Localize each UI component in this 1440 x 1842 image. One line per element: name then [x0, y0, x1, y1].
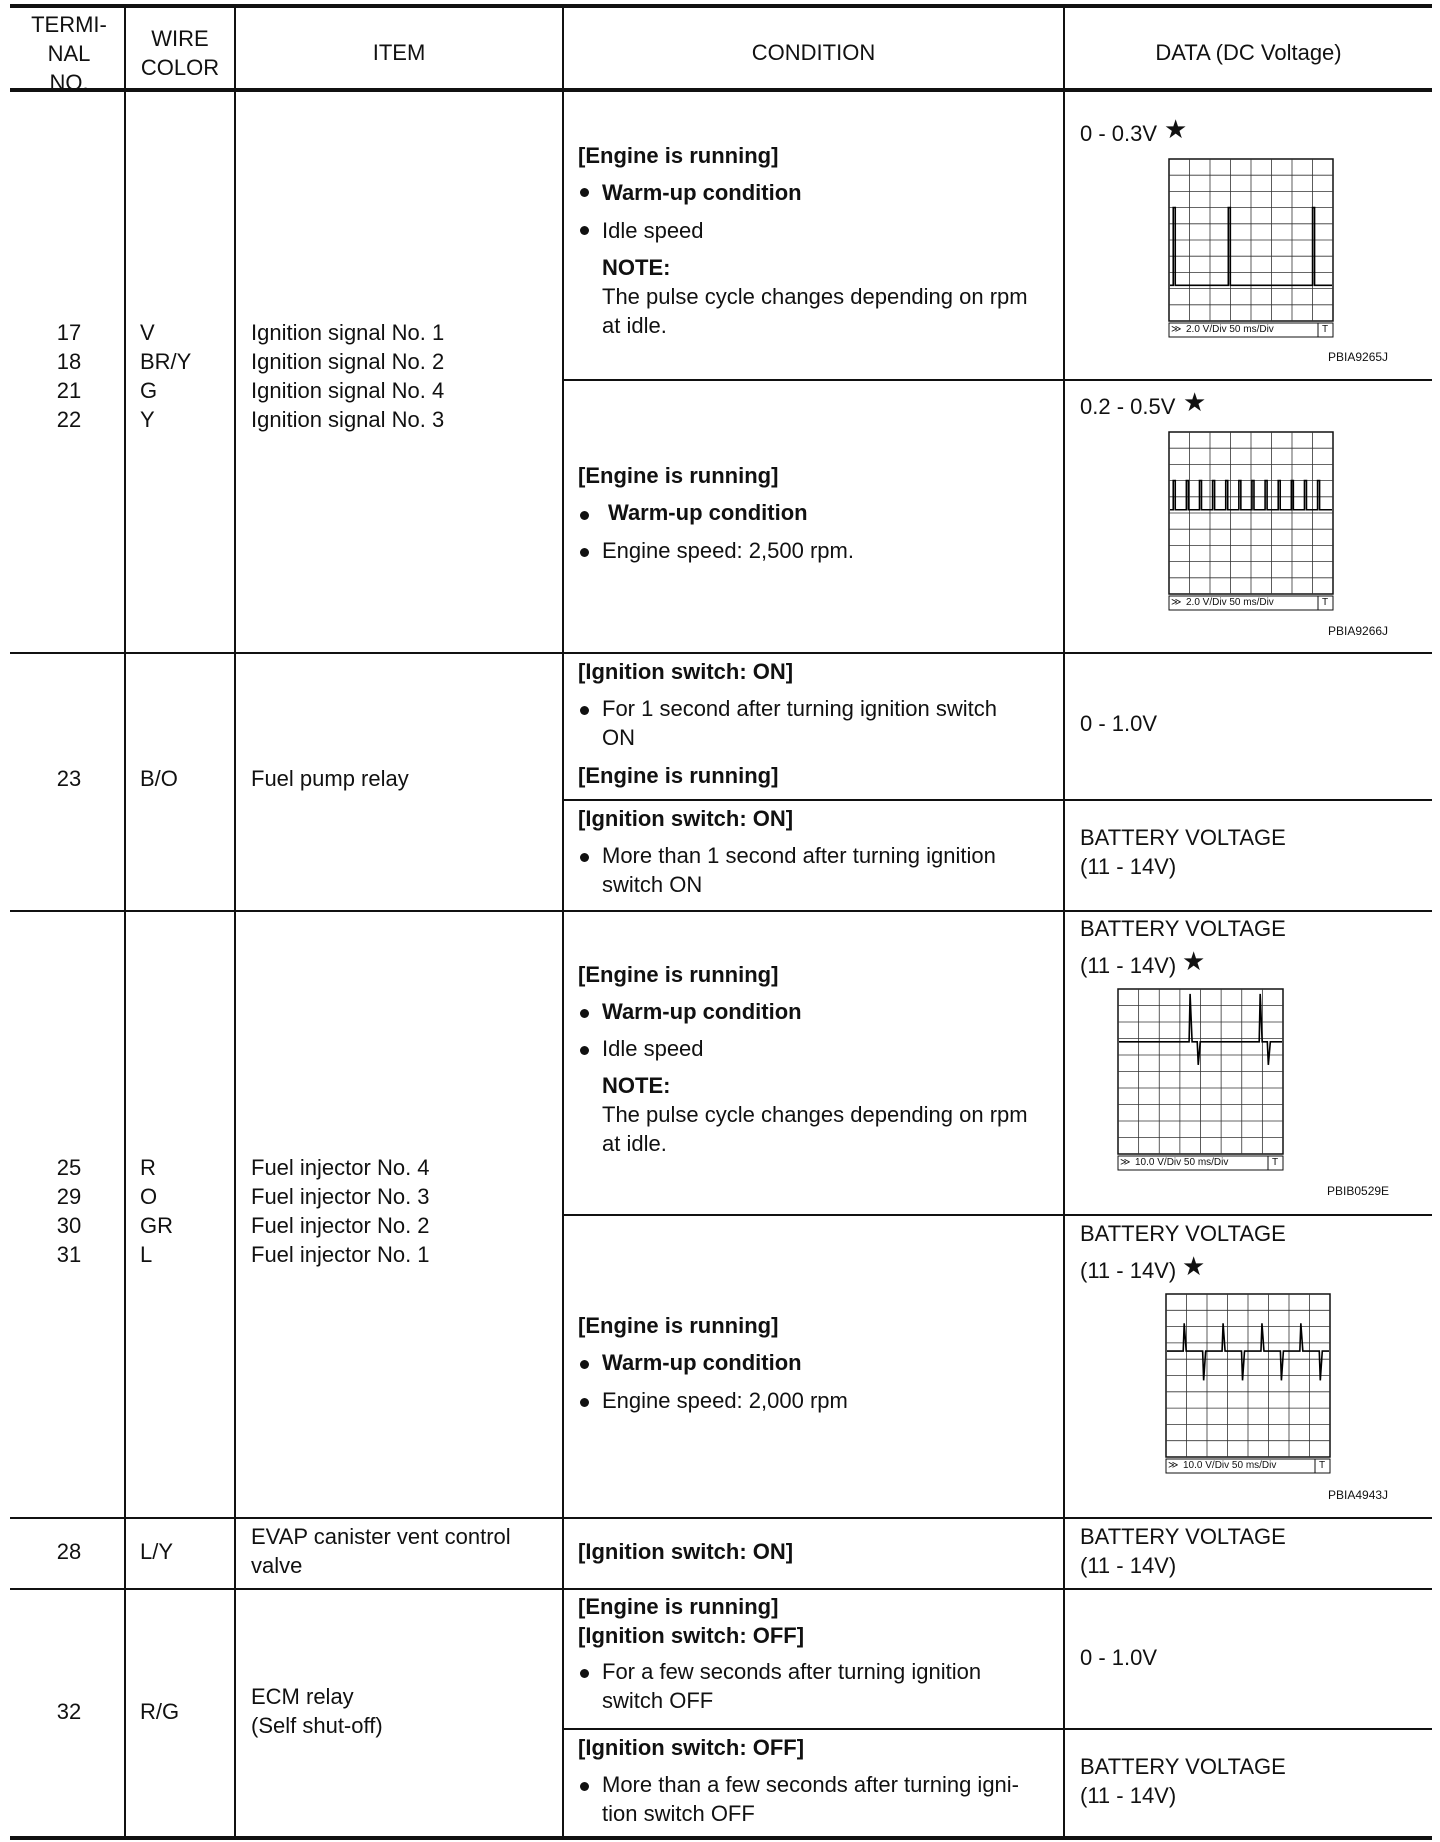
condition-heading: [Engine is running]: [578, 763, 779, 788]
wire-colors: [140, 1153, 173, 1269]
note-text: The pulse cycle changes depending on rpm: [602, 1102, 1028, 1127]
item-name: Fuel injector No. 2: [251, 1213, 430, 1238]
header-data: DATA (DC Voltage): [1155, 40, 1342, 65]
condition-bullet-cont: switch ON: [602, 872, 703, 897]
condition-bullet: Warm-up condition: [602, 999, 802, 1024]
terminal-numbers: [14, 1153, 124, 1269]
bullet-icon: [580, 1669, 589, 1678]
scope-arrow-icon: ≫: [1120, 1157, 1131, 1168]
oscilloscope-waveform: [1168, 158, 1334, 339]
condition-bullet: Engine speed: 2,500 rpm.: [602, 538, 854, 563]
condition-heading: [Ignition switch: OFF]: [578, 1735, 805, 1760]
item-names: [251, 318, 444, 434]
data-value: [1080, 1752, 1286, 1810]
wire-color: Y: [140, 407, 155, 432]
column-border: [124, 4, 126, 1838]
header-line: TERMI-: [31, 12, 107, 37]
note-heading: NOTE:: [602, 255, 671, 280]
item-name: Fuel injector No. 4: [251, 1155, 430, 1180]
terminal-no: 17: [56, 320, 82, 345]
figure-code: PBIA9265J: [1328, 350, 1389, 364]
terminal-no: 31: [56, 1242, 82, 1267]
bullet-icon: [580, 1046, 589, 1055]
item-names: [251, 1682, 383, 1740]
terminal-no: 23: [56, 766, 82, 791]
item-name: Fuel injector No. 3: [251, 1184, 430, 1209]
data-value: [1080, 823, 1286, 881]
bullet-icon: [580, 511, 589, 520]
scope-t-label: T: [1272, 1157, 1279, 1168]
note-text: at idle.: [602, 1131, 667, 1156]
terminal-no: 28: [56, 1539, 82, 1564]
header-wire-color: [126, 24, 234, 82]
scope-scale-label: 10.0 V/Div 50 ms/Div: [1135, 1157, 1229, 1168]
condition-heading: [Engine is running]: [578, 1313, 779, 1338]
condition-heading: [Engine is running]: [578, 143, 779, 168]
condition-divider: [563, 1728, 1432, 1730]
condition-divider: [563, 799, 1432, 801]
data-value: [1080, 1522, 1286, 1580]
condition-bullet: For 1 second after turning ignition switch: [602, 696, 997, 721]
bullet-icon: [580, 548, 589, 557]
data-line: (11 - 14V): [1080, 854, 1177, 879]
data-line: BATTERY VOLTAGE: [1080, 1524, 1286, 1549]
condition-bullet: More than 1 second after turning ignition: [602, 843, 996, 868]
note-text: The pulse cycle changes depending on rpm: [602, 284, 1028, 309]
header-bottom-border: [10, 88, 1432, 92]
terminal-no: 32: [56, 1699, 82, 1724]
scope-scale-label: 10.0 V/Div 50 ms/Div: [1183, 1460, 1277, 1471]
condition-bullet-cont: switch OFF: [602, 1688, 714, 1713]
header-terminal-no: [14, 10, 124, 97]
condition-divider: [563, 379, 1432, 381]
bullet-icon: [580, 853, 589, 862]
condition-bullet: Idle speed: [602, 218, 704, 243]
bullet-icon: [580, 706, 589, 715]
table-bottom-border: [10, 1836, 1432, 1840]
bullet-icon: [580, 226, 589, 235]
star-icon: ★: [1164, 114, 1188, 144]
scope-arrow-icon: ≫: [1168, 1460, 1179, 1471]
scope-graph: [1117, 988, 1284, 1172]
figure-code: PBIA4943J: [1328, 1488, 1389, 1502]
header-line: WIRE: [151, 26, 209, 51]
row-divider: [10, 1588, 1432, 1590]
row-divider: [10, 652, 1432, 654]
condition-bullet: Idle speed: [602, 1036, 704, 1061]
star-icon: ★: [1183, 387, 1207, 417]
wire-colors: [140, 318, 191, 434]
header-condition: CONDITION: [751, 40, 876, 65]
condition-heading: [Engine is running]: [578, 962, 779, 987]
item-name: Ignition signal No. 1: [251, 320, 445, 345]
scope-scale-label: 2.0 V/Div 50 ms/Div: [1186, 324, 1274, 335]
scope-graph: [1165, 1293, 1331, 1475]
header-line: COLOR: [140, 55, 220, 80]
item-name: Ignition signal No. 2: [251, 349, 445, 374]
item-names: [251, 1522, 511, 1580]
column-border: [562, 4, 564, 1838]
terminal-no: 22: [56, 407, 82, 432]
item-name: EVAP canister vent control: [251, 1524, 511, 1549]
data-line: (11 - 14V): [1080, 1783, 1177, 1808]
note-text: at idle.: [602, 313, 667, 338]
condition-heading: [Ignition switch: ON]: [578, 659, 794, 684]
terminal-numbers: [14, 318, 124, 434]
bullet-icon: [580, 1398, 589, 1407]
column-border: [1063, 4, 1065, 1838]
terminal-no: 30: [56, 1213, 82, 1238]
bullet-icon: [580, 1360, 589, 1369]
item-name: valve: [251, 1553, 303, 1578]
data-line: (11 - 14V): [1080, 1258, 1177, 1283]
scope-graph: [1168, 431, 1334, 612]
header-line: NO.: [49, 70, 89, 95]
condition-bullet: Warm-up condition: [602, 1350, 802, 1375]
terminal-no: 25: [56, 1155, 82, 1180]
item-names: [251, 1153, 430, 1269]
note-heading: NOTE:: [602, 1073, 671, 1098]
data-value: 0 - 0.3V: [1080, 121, 1158, 146]
wire-color: L: [140, 1242, 153, 1267]
scope-t-label: T: [1319, 1460, 1326, 1471]
data-value: 0 - 1.0V: [1080, 711, 1158, 736]
column-border: [234, 4, 236, 1838]
oscilloscope-waveform: [1168, 431, 1334, 612]
item-name: (Self shut-off): [251, 1713, 383, 1738]
condition-bullet: Warm-up condition: [608, 500, 808, 525]
wire-color: L/Y: [140, 1539, 174, 1564]
scope-t-label: T: [1322, 597, 1329, 608]
terminal-no: 18: [56, 349, 82, 374]
data-line: BATTERY VOLTAGE: [1080, 1754, 1286, 1779]
condition-bullet: Warm-up condition: [602, 180, 802, 205]
wire-color: V: [140, 320, 155, 345]
condition-divider: [563, 1214, 1432, 1216]
condition-heading: [Engine is running]: [578, 463, 779, 488]
terminal-no: 29: [56, 1184, 82, 1209]
condition-bullet-cont: tion switch OFF: [602, 1801, 755, 1826]
condition-heading: [Engine is running]: [578, 1594, 779, 1619]
condition-heading: [Ignition switch: ON]: [578, 806, 794, 831]
item-name: Ignition signal No. 4: [251, 378, 445, 403]
data-line: BATTERY VOLTAGE: [1080, 916, 1286, 941]
scope-arrow-icon: ≫: [1171, 597, 1182, 608]
item-name: Fuel pump relay: [251, 766, 409, 791]
wire-color: R: [140, 1155, 156, 1180]
bullet-icon: [580, 1009, 589, 1018]
star-icon: ★: [1182, 1251, 1206, 1281]
table-top-border: [10, 4, 1432, 8]
header-line: NAL: [47, 41, 91, 66]
item-name: Fuel injector No. 1: [251, 1242, 430, 1267]
data-value: 0 - 1.0V: [1080, 1645, 1158, 1670]
wire-color: R/G: [140, 1699, 180, 1724]
condition-bullet-cont: ON: [602, 725, 635, 750]
item-name: Ignition signal No. 3: [251, 407, 445, 432]
data-line: (11 - 14V): [1080, 1553, 1177, 1578]
scope-arrow-icon: ≫: [1171, 324, 1182, 335]
condition-heading: [Ignition switch: ON]: [578, 1539, 794, 1564]
row-divider: [10, 1517, 1432, 1519]
star-icon: ★: [1182, 946, 1206, 976]
scope-graph: [1168, 158, 1334, 339]
figure-code: PBIB0529E: [1327, 1184, 1390, 1198]
condition-heading: [Ignition switch: OFF]: [578, 1623, 805, 1648]
data-line: BATTERY VOLTAGE: [1080, 825, 1286, 850]
wire-color: B/O: [140, 766, 178, 791]
figure-code: PBIA9266J: [1328, 624, 1389, 638]
row-divider: [10, 910, 1432, 912]
terminal-no: 21: [56, 378, 82, 403]
wire-color: BR/Y: [140, 349, 192, 374]
scope-t-label: T: [1322, 324, 1329, 335]
condition-bullet: For a few seconds after turning ignition: [602, 1659, 982, 1684]
wire-color: GR: [140, 1213, 173, 1238]
item-name: ECM relay: [251, 1684, 354, 1709]
bullet-icon: [580, 188, 589, 197]
oscilloscope-waveform: [1117, 988, 1284, 1172]
header-item: ITEM: [372, 40, 426, 65]
data-value: 0.2 - 0.5V: [1080, 394, 1176, 419]
oscilloscope-waveform: [1165, 1293, 1331, 1475]
data-line: (11 - 14V): [1080, 953, 1177, 978]
condition-bullet: Engine speed: 2,000 rpm: [602, 1388, 848, 1413]
condition-bullet: More than a few seconds after turning igni-: [602, 1772, 1020, 1797]
wire-color: O: [140, 1184, 158, 1209]
data-line: BATTERY VOLTAGE: [1080, 1221, 1286, 1246]
bullet-icon: [580, 1782, 589, 1791]
scope-scale-label: 2.0 V/Div 50 ms/Div: [1186, 597, 1274, 608]
wire-color: G: [140, 378, 158, 403]
